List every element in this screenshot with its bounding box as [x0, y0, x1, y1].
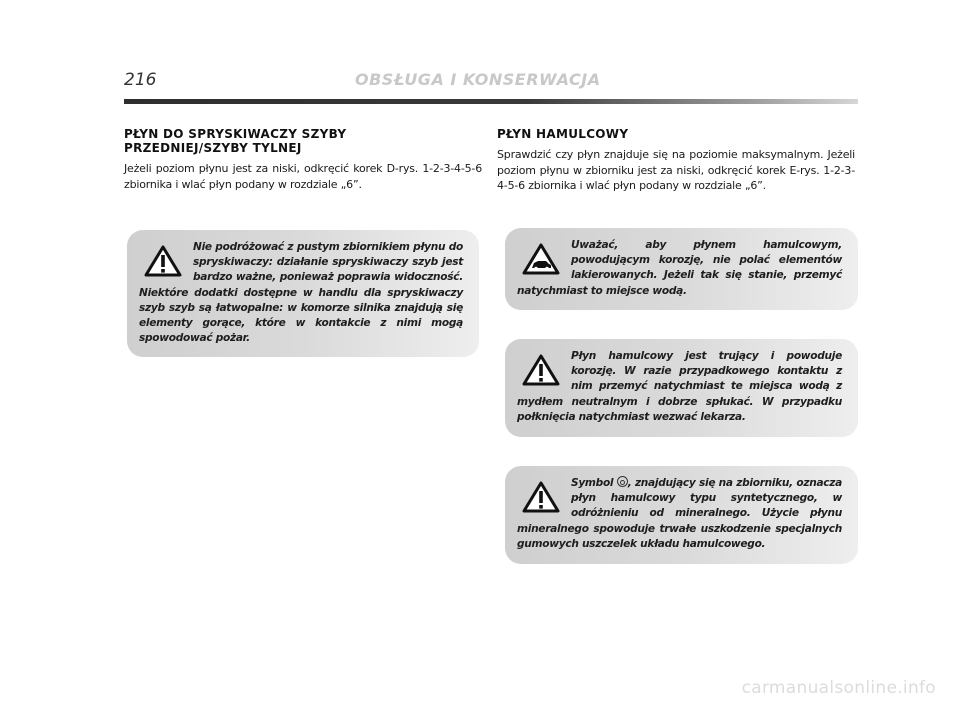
- page-number: 216: [124, 70, 157, 90]
- washer-fluid-heading-line2: PRZEDNIEJ/SZYBY TYLNEJ: [124, 141, 302, 155]
- brake-fluid-symbol-icon: [617, 476, 628, 487]
- brake-fluid-paint-warning-text: Uważać, aby płynem hamulcowym, powodującym korozję, nie polać elementów lakierowanych. Jeżeli tak się stanie, przemyć natychmiast to miejsce wodą.: [517, 239, 842, 297]
- washer-fluid-body: Jeżeli poziom płynu jest za niski, odkręcić korek D-rys. 1-2-3-4-5-6 zbiornika i wlać płyn podany w rozdziale „6”.: [124, 162, 482, 191]
- brake-fluid-body: Sprawdzić czy płyn znajduje się na poziomie maksymalnym. Jeżeli poziom płynu w zbiorniku jest za niski, odkręcić korek E-rys. 1-2-3-4-5-6 zbiornika i wlać płyn podany w rozdziale „6”.: [497, 148, 855, 192]
- brake-fluid-toxic-warning-text: Płyn hamulcowy jest trujący i powoduje korozję. W razie przypadkowego kontaktu z nim przemyć natychmiast te miejsca wodą z mydłem neutralnym i dobrze spłukać. W przypadku połknięcia natychmiast wezwać lekarza.: [517, 350, 842, 423]
- watermark: carmanualsonline.info: [741, 678, 936, 698]
- warning-triangle-icon: [143, 244, 183, 278]
- section-title: OBSŁUGA I KONSERWACJA: [355, 70, 601, 89]
- washer-fluid-warning-box: [127, 230, 479, 357]
- washer-fluid-heading: [124, 127, 482, 155]
- washer-fluid-heading-line1: PŁYN DO SPRYSKIWACZY SZYBY: [124, 127, 347, 141]
- warning-triangle-icon: [521, 353, 561, 387]
- brake-fluid-symbol-warning-text: [517, 476, 842, 552]
- header-rule: [124, 99, 858, 104]
- brake-fluid-symbol-warning-box: [505, 466, 858, 564]
- right-column: [497, 127, 855, 194]
- symbol-prefix: Symbol: [571, 477, 614, 489]
- brake-fluid-paint-warning-box: [505, 228, 858, 310]
- brake-fluid-toxic-warning-box: [505, 339, 858, 437]
- brake-fluid-heading: PŁYN HAMULCOWY: [497, 127, 629, 141]
- symbol-rest: , znajdujący się na zbiorniku, oznacza płyn hamulcowy typu syntetycznego, w odróżnieniu od mineralnego. Użycie płynu mineralnego spowoduje trwałe uszkodzenie specjalnych gumowych uszczelek układu hamulcowego.: [517, 477, 842, 550]
- washer-fluid-warning-text: Nie podróżować z pustym zbiornikiem płynu do spryskiwaczy: działanie spryskiwaczy szyb jest bardzo ważne, ponieważ poprawia widoczność. Niektóre dodatki dostępne w handlu dla spryskiwaczy szyb szyb są łatwopalne: w komorze silnika znajdują się elementy gorące, które w kontakcie z nimi mogą spowodować pożar.: [139, 241, 463, 345]
- left-column: [124, 127, 482, 192]
- car-paint-warning-icon: [521, 242, 561, 276]
- warning-triangle-icon: [521, 480, 561, 514]
